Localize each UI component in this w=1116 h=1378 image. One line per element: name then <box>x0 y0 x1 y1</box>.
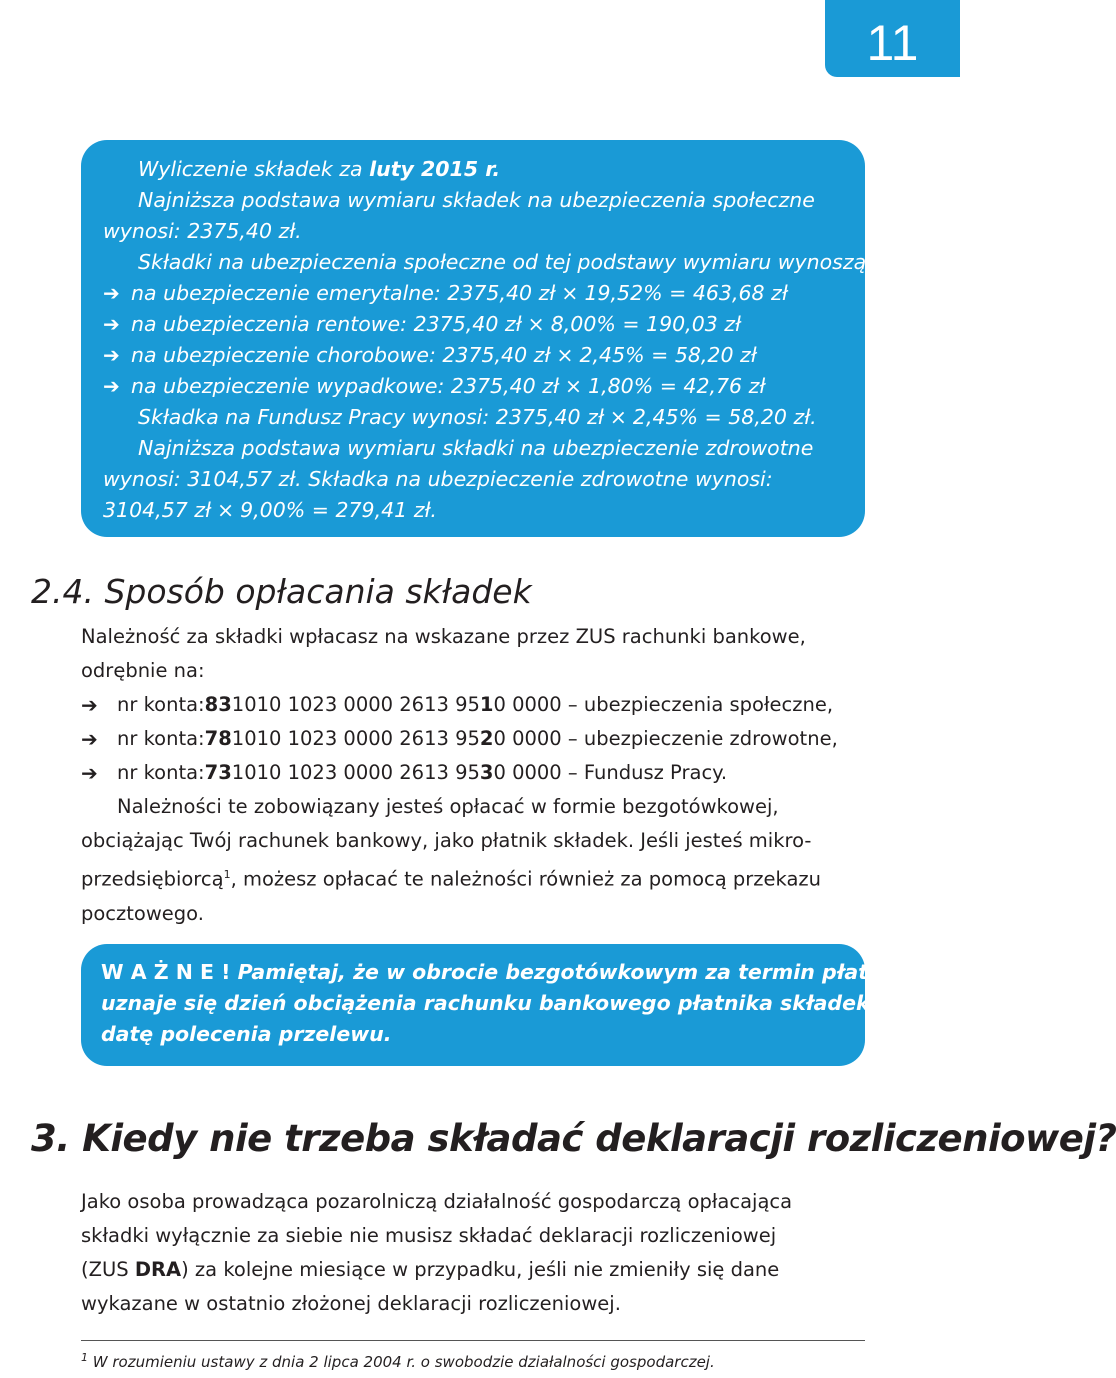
section-3-line: składki wyłącznie za siebie nie musisz składać deklaracji rozliczeniowej <box>81 1224 777 1247</box>
calc-item-result: 19,52% = 463,68 zł <box>584 281 788 305</box>
account-digit: 1 <box>479 693 494 716</box>
account-digit: 3 <box>479 761 494 784</box>
payment-line <box>81 858 866 897</box>
important-box <box>81 944 942 1066</box>
section-3-title: 3. Kiedy nie trzeba składać deklaracji rozliczeniowej? <box>31 1117 1116 1160</box>
calc-item <box>103 340 843 371</box>
account-item <box>81 756 866 790</box>
important-text: Pamiętaj, że w obrocie bezgotówkowym za termin płatności <box>230 960 929 984</box>
calc-item-base: na ubezpieczenie wypadkowe: 2375,40 zł <box>131 374 559 398</box>
account-label: nr konta: <box>117 761 205 784</box>
section-3-line: Jako osoba prowadząca pozarolniczą działalność gospodarczą opłacająca <box>81 1190 793 1213</box>
calc-fp-line <box>103 402 843 433</box>
calc-item-base: na ubezpieczenie emerytalne: 2375,40 zł <box>131 281 556 305</box>
account-digit: 2 <box>479 727 494 750</box>
calc-item-base: na ubezpieczenie chorobowe: 2375,40 zł <box>131 343 551 367</box>
calc-health-line: Najniższa podstawa wymiaru składki na ubezpieczenie zdrowotne <box>138 436 814 460</box>
calc-fp-base: Składka na Fundusz Pracy wynosi: 2375,40 zł <box>138 405 604 429</box>
arrow-right-icon: ➔ <box>103 343 120 367</box>
section-3-text: ) za kolejne miesiące w przypadku, jeśli nie zmieniły się dane <box>181 1258 780 1281</box>
account-prefix: 78 <box>204 727 232 750</box>
section-3-line <box>81 1253 866 1287</box>
calculation-box <box>81 140 874 537</box>
calc-social-heading: Składki na ubezpieczenia społeczne od tej podstawy wymiaru wynoszą: <box>138 250 874 274</box>
footnote-number: 1 <box>81 1351 88 1364</box>
multiply-icon: × <box>561 281 579 305</box>
account-item <box>81 722 866 756</box>
account-number: 1010 1023 0000 2613 95 <box>231 727 480 750</box>
arrow-right-icon: ➔ <box>103 312 120 336</box>
section-3-line: wykazane w ostatnio złożonej deklaracji rozliczeniowej. <box>81 1292 621 1315</box>
multiply-icon: × <box>609 405 627 429</box>
multiply-icon: × <box>556 343 574 367</box>
important-line: uznaje się dzień obciążenia rachunku bankowego płatnika składek, a nie <box>101 991 942 1015</box>
calc-month: luty 2015 r. <box>369 157 501 181</box>
account-label: nr konta: <box>117 693 205 716</box>
arrow-right-icon: ➔ <box>81 693 98 717</box>
footnote <box>81 1351 715 1371</box>
page-number: 11 <box>825 0 960 77</box>
calc-health-line: wynosi: 3104,57 zł. Składka na ubezpieczenie zdrowotne wynosi: <box>103 467 773 491</box>
footnote-divider <box>81 1340 865 1341</box>
calc-fp-result: 2,45% = 58,20 zł. <box>632 405 817 429</box>
calc-health-result <box>103 495 843 526</box>
footnote-ref: 1 <box>223 868 231 881</box>
footnote-text: W rozumieniu ustawy z dnia 2 lipca 2004 r. o swobodzie działalności gospodarczej. <box>88 1353 715 1371</box>
account-number: 1010 1023 0000 2613 95 <box>231 693 480 716</box>
account-number: 1010 1023 0000 2613 95 <box>231 761 480 784</box>
arrow-right-icon: ➔ <box>81 727 98 751</box>
multiply-icon: × <box>527 312 545 336</box>
section-2-4-body <box>81 620 866 931</box>
payment-text: przedsiębiorcą <box>81 867 224 891</box>
payment-line: obciążając Twój rachunek bankowy, jako płatnik składek. Jeśli jesteś mikro- <box>81 829 812 852</box>
calc-intro <box>103 154 843 185</box>
calc-item-result: 2,45% = 58,20 zł <box>579 343 757 367</box>
calc-health-value: 9,00% = 279,41 zł. <box>240 498 437 522</box>
form-code: DRA <box>134 1258 182 1281</box>
account-prefix: 83 <box>204 693 232 716</box>
multiply-icon: × <box>216 498 235 522</box>
calc-item-result: 8,00% = 190,03 zł <box>550 312 741 336</box>
calc-item <box>103 371 843 402</box>
account-purpose: 0 0000 – Fundusz Pracy. <box>493 761 728 784</box>
section-3-body <box>81 1185 866 1321</box>
calc-base-value: wynosi: 2375,40 zł. <box>103 219 302 243</box>
important-line: datę polecenia przelewu. <box>101 1022 392 1046</box>
calc-item-base: na ubezpieczenia rentowe: 2375,40 zł <box>131 312 522 336</box>
calc-health-base: 3104,57 zł <box>103 498 211 522</box>
account-prefix: 73 <box>204 761 232 784</box>
arrow-right-icon: ➔ <box>81 761 98 785</box>
calc-item <box>103 309 843 340</box>
calc-base-line: Najniższa podstawa wymiaru składek na ubezpieczenia społeczne <box>138 188 815 212</box>
calc-item <box>103 278 843 309</box>
section-3-text: (ZUS <box>81 1258 135 1281</box>
arrow-right-icon: ➔ <box>103 374 120 398</box>
payment-text: , możesz opłacać te należności również za pomocą przekazu <box>230 867 821 891</box>
intro-line: Należność za składki wpłacasz na wskazane przez ZUS rachunki bankowe, <box>81 625 806 648</box>
payment-line: Należności te zobowiązany jesteś opłacać w formie bezgotówkowej, <box>117 795 779 818</box>
arrow-right-icon: ➔ <box>103 281 120 305</box>
important-label: W A Ż N E ! <box>101 960 231 984</box>
account-label: nr konta: <box>117 727 205 750</box>
account-purpose: 0 0000 – ubezpieczenie zdrowotne, <box>493 727 838 750</box>
account-item <box>81 688 866 722</box>
multiply-icon: × <box>564 374 583 398</box>
account-purpose: 0 0000 – ubezpieczenia społeczne, <box>493 693 834 716</box>
calc-intro-text: Wyliczenie składek za <box>138 157 370 181</box>
intro-line: odrębnie na: <box>81 659 205 682</box>
calc-item-result: 1,80% = 42,76 zł <box>588 374 766 398</box>
payment-line: pocztowego. <box>81 901 204 925</box>
important-line <box>101 957 929 988</box>
section-2-4-title: 2.4. Sposób opłacania składek <box>31 572 532 611</box>
